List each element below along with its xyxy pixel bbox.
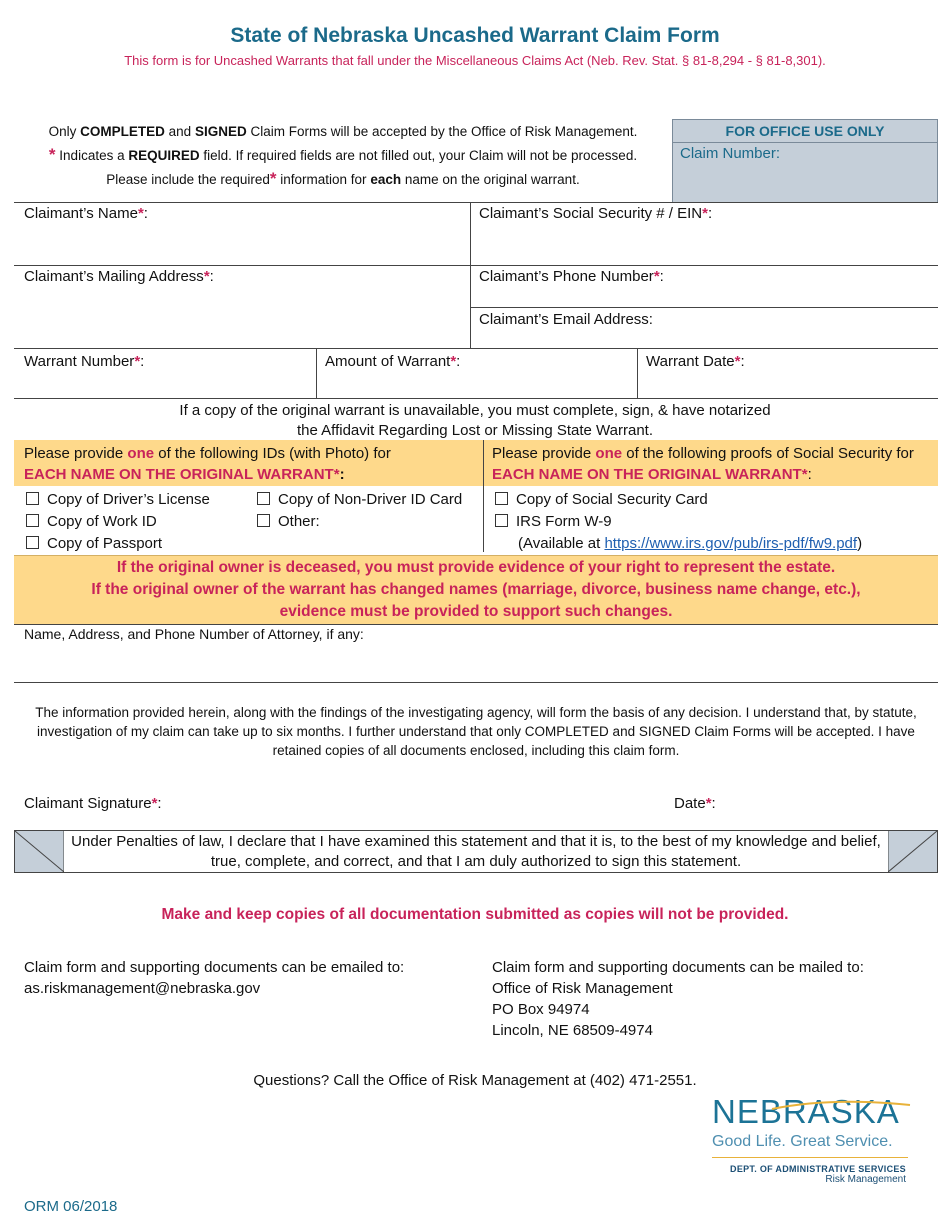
office-use-box <box>672 119 938 203</box>
email-contact-block: Claim form and supporting documents can be emailed to: as.riskmanagement@nebraska.gov <box>24 959 405 997</box>
name-change-warning: If the original owner of the warrant has changed names (marriage, divorce, business name change, etc.), evidence must be provided to support such changes. <box>14 579 938 624</box>
affidavit-note: If a copy of the original warrant is unavailable, you must complete, sign, & have notarized the Affidavit Regarding Lost or Missing State Warrant. <box>179 402 771 439</box>
photo-id-heading: Please provide one of the following IDs (with Photo) for EACH NAME ON THE ORIGINAL WARRANT*: <box>24 445 391 483</box>
checkbox-icon[interactable] <box>26 492 39 505</box>
warrant-number-field[interactable]: Warrant Number*: <box>24 353 145 370</box>
ss-proof-heading: Please provide one of the following proofs of Social Security for EACH NAME ON THE ORIGINAL WARRANT*: <box>492 445 914 483</box>
signature-field[interactable]: Claimant Signature*: <box>24 795 162 812</box>
phone-number-field[interactable]: Claimant’s Phone Number*: <box>479 268 664 285</box>
logo-tagline: Good Life. Great Service. <box>712 1133 893 1150</box>
checkbox-icon[interactable] <box>257 514 270 527</box>
warrant-date-field[interactable]: Warrant Date*: <box>646 353 745 370</box>
checkbox-ss-card[interactable]: Copy of Social Security Card <box>495 489 708 511</box>
checkbox-non-driver-id[interactable]: Copy of Non-Driver ID Card <box>257 489 462 511</box>
corner-right-decoration <box>888 831 937 872</box>
warrant-amount-field[interactable]: Amount of Warrant*: <box>325 353 461 370</box>
claim-statement: The information provided herein, along with the findings of the investigating agency, will form the basis of any decision. I understand that, by statute, investigation of my claim can take up to six months. I further understand that only COMPLETED and SIGNED Claim Forms will be accepted. I have retained copies of all documents enclosed, including this claim form. <box>35 705 917 758</box>
mailing-address-field[interactable]: Claimant’s Mailing Address*: <box>24 268 214 285</box>
declaration-text: Under Penalties of law, I declare that I have examined this statement and that it is, to the best of my knowledge and belief, true, complete, and correct, and that I am duly authorized to sign this statement. <box>71 833 881 870</box>
checkbox-other[interactable]: Other: <box>257 511 320 533</box>
nebraska-logo <box>712 1093 912 1185</box>
signature-date-field[interactable]: Date*: <box>674 795 716 812</box>
declaration-box <box>14 830 938 873</box>
page-title: State of Nebraska Uncashed Warrant Claim Form <box>230 24 720 47</box>
email-address[interactable]: as.riskmanagement@nebraska.gov <box>24 980 261 997</box>
logo-swoosh-icon <box>712 1099 912 1111</box>
checkbox-drivers-license[interactable]: Copy of Driver’s License <box>26 489 210 511</box>
checkbox-icon[interactable] <box>26 536 39 549</box>
w9-link[interactable]: https://www.irs.gov/pub/irs-pdf/fw9.pdf <box>604 535 858 552</box>
checkbox-icon[interactable] <box>257 492 270 505</box>
logo-division: Risk Management <box>825 1174 906 1185</box>
claimant-ssn-field[interactable]: Claimant’s Social Security # / EIN*: <box>479 205 713 222</box>
checkbox-passport[interactable]: Copy of Passport <box>26 533 162 555</box>
deceased-warning: If the original owner is deceased, you must provide evidence of your right to represent the estate. <box>14 555 938 580</box>
instructions-notice: Only COMPLETED and SIGNED Claim Forms will be accepted by the Office of Risk Management. * Indicates a REQUIRED field. If required fields are not filled out, your Claim will not be processed. Please include the required* information for each name on the original warrant. <box>48 124 638 188</box>
checkbox-work-id[interactable]: Copy of Work ID <box>26 511 157 533</box>
logo-wordmark: NEBRASKA <box>712 1093 900 1130</box>
copies-warning: Make and keep copies of all documentation submitted as copies will not be provided. <box>161 906 789 923</box>
checkbox-icon[interactable] <box>26 514 39 527</box>
attorney-field[interactable]: Name, Address, and Phone Number of Attorney, if any: <box>24 626 364 642</box>
checkbox-icon[interactable] <box>495 492 508 505</box>
questions-line: Questions? Call the Office of Risk Management at (402) 471-2551. <box>253 1072 697 1089</box>
claimant-name-field[interactable]: Claimant’s Name*: <box>24 205 148 222</box>
logo-department: DEPT. OF ADMINISTRATIVE SERVICES <box>730 1164 906 1174</box>
claim-number-label: Claim Number: <box>680 145 781 162</box>
checkbox-w9[interactable]: IRS Form W-9 <box>495 511 612 533</box>
w9-availability: (Available at https://www.irs.gov/pub/irs-pdf/fw9.pdf) <box>518 535 863 552</box>
checkbox-icon[interactable] <box>495 514 508 527</box>
office-use-heading: FOR OFFICE USE ONLY <box>673 120 937 143</box>
email-address-field[interactable]: Claimant’s Email Address: <box>479 311 653 328</box>
page-subtitle: This form is for Uncashed Warrants that fall under the Miscellaneous Claims Act (Neb. Rev. Stat. § 81-8,294 - § 81-8,301). <box>124 53 826 68</box>
form-id: ORM 06/2018 <box>24 1198 118 1215</box>
mail-contact-block: Claim form and supporting documents can be mailed to: Office of Risk Management PO Box 94974 Lincoln, NE 68509-4974 <box>492 959 864 1039</box>
corner-left-decoration <box>15 831 64 872</box>
